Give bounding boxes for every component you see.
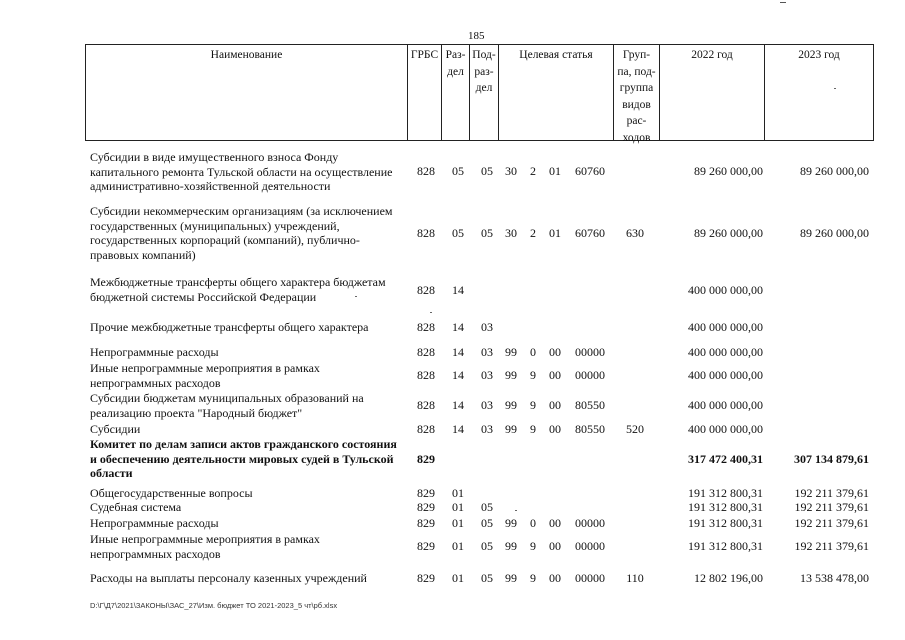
cell-t2: 9 — [530, 368, 536, 382]
row-name: Непрограммные расходы — [90, 516, 219, 530]
cell-rz: 14 — [452, 422, 464, 436]
cell-y2023: 192 211 379,61 — [794, 500, 869, 514]
file-path-footer: D:\Г\Д7\2021\ЗАКОНЫ\ЗАС_27\Изм. бюджет ТО 2021-2023_5 чт\рб.xlsx — [90, 601, 338, 610]
cell-t3: 00 — [549, 516, 561, 530]
row-name: Общегосударственные вопросы — [90, 486, 253, 500]
cell-rz: 01 — [452, 539, 464, 553]
row-name: Комитет по делам записи актов гражданского состояния и обеспечению деятельности мировых судей в Тульской области — [90, 437, 397, 480]
cell-grbs: 829 — [417, 539, 435, 553]
cell-rz: 05 — [452, 164, 464, 178]
cell-t4: 80550 — [575, 398, 605, 412]
table-row — [90, 275, 875, 305]
cell-grbs: 829 — [417, 571, 435, 585]
row-name: Судебная система — [90, 500, 182, 514]
cell-y2023: 192 211 379,61 — [794, 486, 869, 500]
cell-grbs: 829 — [417, 500, 435, 514]
cell-t1: 99 — [505, 571, 517, 585]
cell-y2022: 400 000 000,00 — [688, 398, 763, 412]
table-row — [90, 571, 875, 586]
table-row — [90, 516, 875, 531]
table-row — [90, 320, 875, 335]
cell-y2022: 191 312 800,31 — [688, 500, 763, 514]
cell-rz: 01 — [452, 500, 464, 514]
cell-y2023: 89 260 000,00 — [800, 164, 869, 178]
row-name: Непрограммные расходы — [90, 345, 219, 359]
cell-vr: 630 — [626, 226, 644, 240]
cell-grbs: 828 — [417, 422, 435, 436]
cell-pr: 03 — [481, 422, 493, 436]
cell-t2: 9 — [530, 571, 536, 585]
corner-mark — [780, 2, 786, 3]
row-name: Субсидии — [90, 422, 141, 436]
cell-vr: 520 — [626, 422, 644, 436]
cell-pr: 05 — [481, 164, 493, 178]
cell-rz: 01 — [452, 516, 464, 530]
row-name: Иные непрограммные мероприятия в рамках непрограммных расходов — [90, 532, 320, 561]
cell-grbs: 829 — [417, 486, 435, 500]
row-name: Межбюджетные трансферты общего характера бюджетам бюджетной системы Российской Федерации — [90, 275, 386, 304]
table-row — [90, 345, 875, 360]
cell-t1: 99 — [505, 422, 517, 436]
cell-pr: 05 — [481, 516, 493, 530]
cell-grbs: 828 — [417, 226, 435, 240]
cell-pr: 03 — [481, 345, 493, 359]
cell-grbs: 828 — [417, 345, 435, 359]
cell-t1: 99 — [505, 398, 517, 412]
cell-t4: 60760 — [575, 164, 605, 178]
row-name: Прочие межбюджетные трансферты общего характера — [90, 320, 369, 334]
cell-t1: 30 — [505, 164, 517, 178]
cell-y2023: 89 260 000,00 — [800, 226, 869, 240]
cell-y2022: 191 312 800,31 — [688, 516, 763, 530]
table-row — [90, 437, 875, 481]
cell-y2022: 400 000 000,00 — [688, 345, 763, 359]
cell-t4: 80550 — [575, 422, 605, 436]
table-header — [85, 44, 874, 144]
cell-grbs: 829 — [417, 452, 435, 466]
cell-rz: 14 — [452, 345, 464, 359]
cell-t1: 99 — [505, 345, 517, 359]
table-row — [90, 500, 875, 515]
header-target-article: Целевая статья — [499, 45, 614, 140]
cell-grbs: 828 — [417, 368, 435, 382]
cell-y2023: 192 211 379,61 — [794, 516, 869, 530]
cell-t3: 01 — [549, 226, 561, 240]
cell-t1: 99 — [505, 516, 517, 530]
row-name: Субсидии некоммерческим организациям (за исключением государственных (муниципальных) учреждений, государственных корпораций (компаний), публично-правовых компаний) — [90, 204, 393, 262]
row-name: Субсидии бюджетам муниципальных образований на реализацию проекта "Народный бюджет" — [90, 391, 364, 420]
cell-t2: 0 — [530, 516, 536, 530]
cell-t4: 00000 — [575, 539, 605, 553]
cell-t2: 9 — [530, 398, 536, 412]
cell-t3: 00 — [549, 398, 561, 412]
row-name: Иные непрограммные мероприятия в рамках непрограммных расходов — [90, 361, 320, 390]
cell-pr: 03 — [481, 368, 493, 382]
cell-rz: 01 — [452, 486, 464, 500]
cell-y2022: 400 000 000,00 — [688, 283, 763, 297]
table-row — [90, 204, 875, 262]
row-name: Расходы на выплаты персоналу казенных учреждений — [90, 571, 367, 585]
cell-t4: 00000 — [575, 368, 605, 382]
header-expense-group: Груп- па, под- группа видов рас- ходов — [614, 45, 660, 140]
cell-pr: 05 — [481, 539, 493, 553]
cell-t4: 60760 — [575, 226, 605, 240]
table-row — [90, 422, 875, 437]
header-razdel: Раз- дел — [442, 45, 470, 140]
cell-y2022: 191 312 800,31 — [688, 486, 763, 500]
cell-t3: 00 — [549, 345, 561, 359]
cell-t2: 9 — [530, 539, 536, 553]
cell-rz: 05 — [452, 226, 464, 240]
cell-rz: 14 — [452, 320, 464, 334]
cell-rz: 14 — [452, 368, 464, 382]
cell-y2022: 317 472 400,31 — [688, 452, 763, 466]
cell-y2023: 13 538 478,00 — [800, 571, 869, 585]
cell-pr: 03 — [481, 320, 493, 334]
cell-pr: 05 — [481, 571, 493, 585]
page-number: 185 — [468, 30, 485, 42]
header-2023: 2023 год — [798, 49, 840, 61]
cell-t2: 9 — [530, 422, 536, 436]
table-row — [90, 150, 875, 192]
cell-y2022: 191 312 800,31 — [688, 539, 763, 553]
cell-t3: 00 — [549, 571, 561, 585]
cell-t1: 30 — [505, 226, 517, 240]
cell-grbs: 828 — [417, 283, 435, 297]
cell-y2023: 192 211 379,61 — [794, 539, 869, 553]
cell-y2022: 89 260 000,00 — [694, 226, 763, 240]
cell-pr: 05 — [481, 500, 493, 514]
cell-grbs: 828 — [417, 320, 435, 334]
cell-y2022: 89 260 000,00 — [694, 164, 763, 178]
cell-t3: 00 — [549, 422, 561, 436]
table-row — [90, 486, 875, 501]
table-row — [90, 391, 875, 420]
table-row — [90, 532, 875, 561]
cell-rz: 14 — [452, 283, 464, 297]
cell-rz: 14 — [452, 398, 464, 412]
header-2022: 2022 год — [660, 45, 765, 140]
cell-y2023: 307 134 879,61 — [794, 452, 869, 466]
cell-grbs: 828 — [417, 398, 435, 412]
cell-t2: 0 — [530, 345, 536, 359]
cell-grbs: 829 — [417, 516, 435, 530]
cell-pr: 03 — [481, 398, 493, 412]
table-row — [90, 361, 875, 390]
cell-y2022: 400 000 000,00 — [688, 320, 763, 334]
cell-t2: 2 — [530, 226, 536, 240]
cell-grbs: 828 — [417, 164, 435, 178]
cell-t3: 00 — [549, 539, 561, 553]
cell-pr: 05 — [481, 226, 493, 240]
cell-t3: 00 — [549, 368, 561, 382]
row-name: Субсидии в виде имущественного взноса Фонду капитального ремонта Тульской области на осуществление административно-хозяйственной деятельности — [90, 150, 393, 193]
cell-y2022: 12 802 196,00 — [694, 571, 763, 585]
cell-t1: 99 — [505, 539, 517, 553]
cell-t2: 2 — [530, 164, 536, 178]
cell-vr: 110 — [626, 571, 644, 585]
cell-rz: 01 — [452, 571, 464, 585]
cell-t1: 99 — [505, 368, 517, 382]
cell-t4: 00000 — [575, 571, 605, 585]
cell-t4: 00000 — [575, 516, 605, 530]
header-podrazdel: Под- раз- дел — [470, 45, 499, 140]
cell-t3: 01 — [549, 164, 561, 178]
header-name: Наименование — [86, 45, 408, 140]
cell-y2022: 400 000 000,00 — [688, 368, 763, 382]
cell-y2022: 400 000 000,00 — [688, 422, 763, 436]
header-grbs: ГРБС — [408, 45, 442, 140]
cell-t4: 00000 — [575, 345, 605, 359]
